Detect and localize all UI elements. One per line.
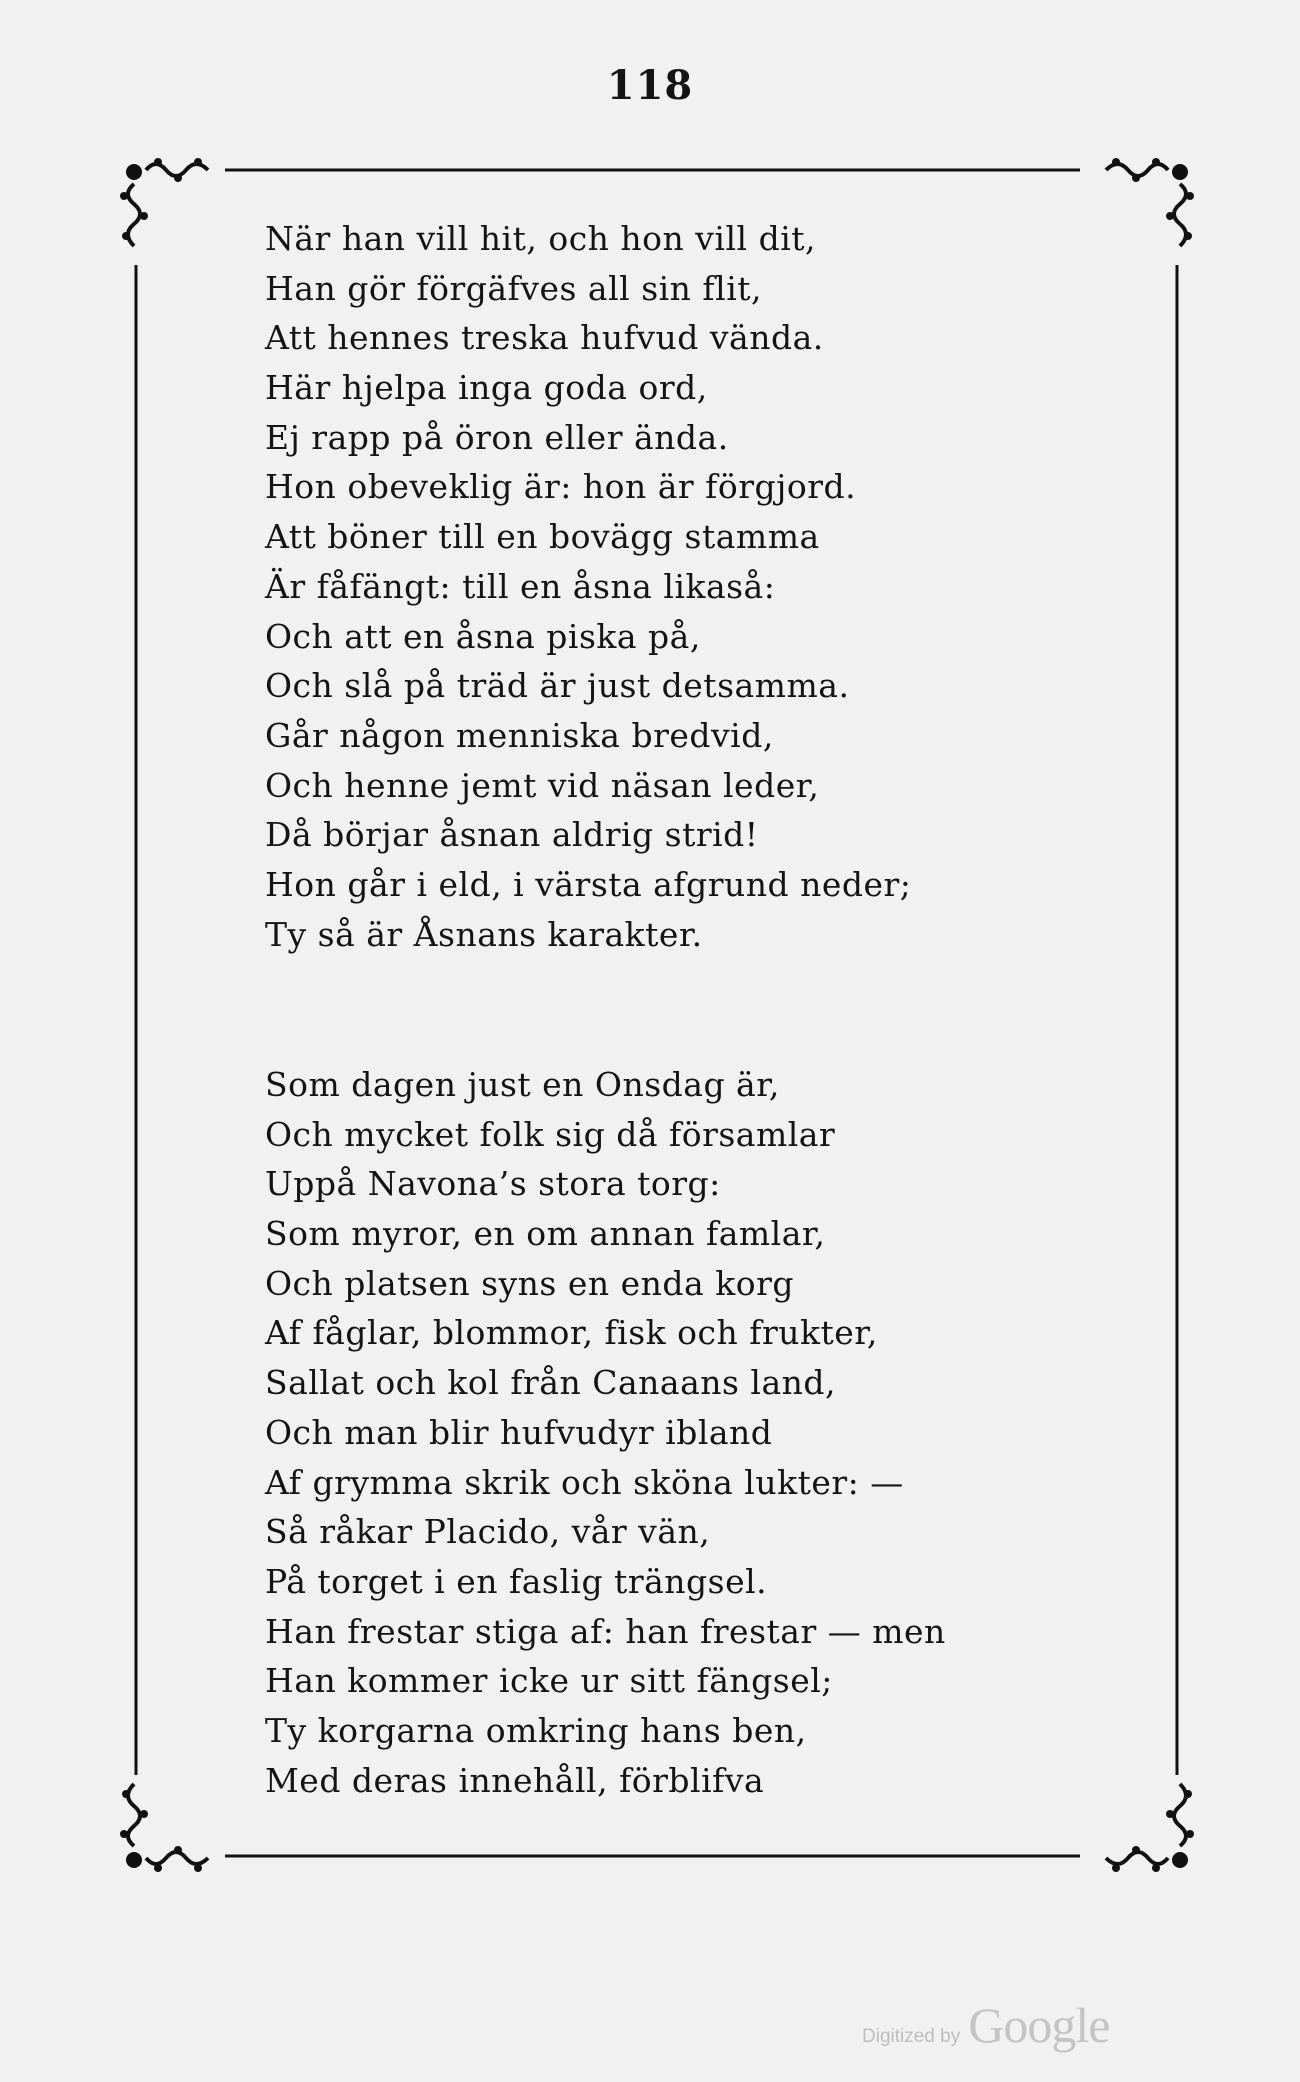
poem-line: På torget i en faslig trängsel.	[265, 1561, 768, 1601]
watermark-prefix: Digitized by	[862, 2026, 961, 2047]
poem-line: Och platsen syns en enda korg	[265, 1263, 794, 1303]
poem-line: Och att en åsna piska på,	[265, 616, 701, 656]
poem-stanza-2	[265, 1060, 946, 1805]
poem-line: Han gör förgäfves all sin flit,	[265, 268, 762, 308]
poem-line: Och man blir hufvudyr ibland	[265, 1412, 773, 1452]
poem-line: Så råkar Placido, vår vän,	[265, 1512, 711, 1552]
poem-line: Som dagen just en Onsdag är,	[265, 1065, 780, 1104]
poem-line: Af fåglar, blommor, fisk och frukter,	[265, 1313, 878, 1353]
poem-line: Af grymma skrik och sköna lukter: —	[265, 1462, 904, 1502]
poem-line: Går någon menniska bredvid,	[265, 715, 774, 755]
poem-line: Och slå på träd är just detsamma.	[265, 666, 850, 706]
page-number: 118	[606, 62, 694, 109]
digitized-watermark	[862, 1996, 1109, 2054]
poem-line: Ej rapp på öron eller ända.	[265, 417, 729, 457]
poem-line: Då börjar åsnan aldrig strid!	[265, 815, 759, 855]
poem-line: Sallat och kol från Canaans land,	[265, 1363, 837, 1403]
poem-line: Ty så är Åsnans karakter.	[265, 914, 703, 954]
corner-ornament-bottom-left	[120, 1784, 208, 1872]
corner-ornament-top-right	[1106, 158, 1194, 246]
poem-line: Och mycket folk sig då församlar	[265, 1114, 836, 1154]
poem-line: Ty korgarna omkring hans ben,	[265, 1710, 807, 1750]
poem-line: Med deras innehåll, förblifva	[265, 1760, 765, 1800]
google-logo: Google	[968, 1997, 1110, 2053]
poem-line: Han kommer icke ur sitt fängsel;	[265, 1661, 833, 1701]
poem-line: Och henne jemt vid näsan leder,	[265, 765, 820, 805]
poem-line: Att hennes treska hufvud vända.	[265, 318, 824, 358]
poem-line: Som myror, en om annan famlar,	[265, 1214, 826, 1254]
poem-line: När han vill hit, och hon vill dit,	[265, 219, 817, 258]
poem-line: Uppå Navona’s stora torg:	[265, 1164, 721, 1204]
poem-line: Han frestar stiga af: han frestar — men	[265, 1611, 946, 1651]
corner-ornament-top-left	[120, 158, 208, 246]
corner-ornament-bottom-right	[1106, 1784, 1194, 1872]
poem-line: Hon obeveklig är: hon är förgjord.	[265, 467, 857, 507]
poem-line: Hon går i eld, i värsta afgrund neder;	[265, 864, 912, 904]
poem-stanza-1	[265, 214, 911, 959]
poem-line: Är fåfängt: till en åsna likaså:	[265, 566, 776, 606]
poem-line: Att böner till en bovägg stamma	[265, 517, 820, 557]
poem-line: Här hjelpa inga goda ord,	[265, 368, 708, 408]
